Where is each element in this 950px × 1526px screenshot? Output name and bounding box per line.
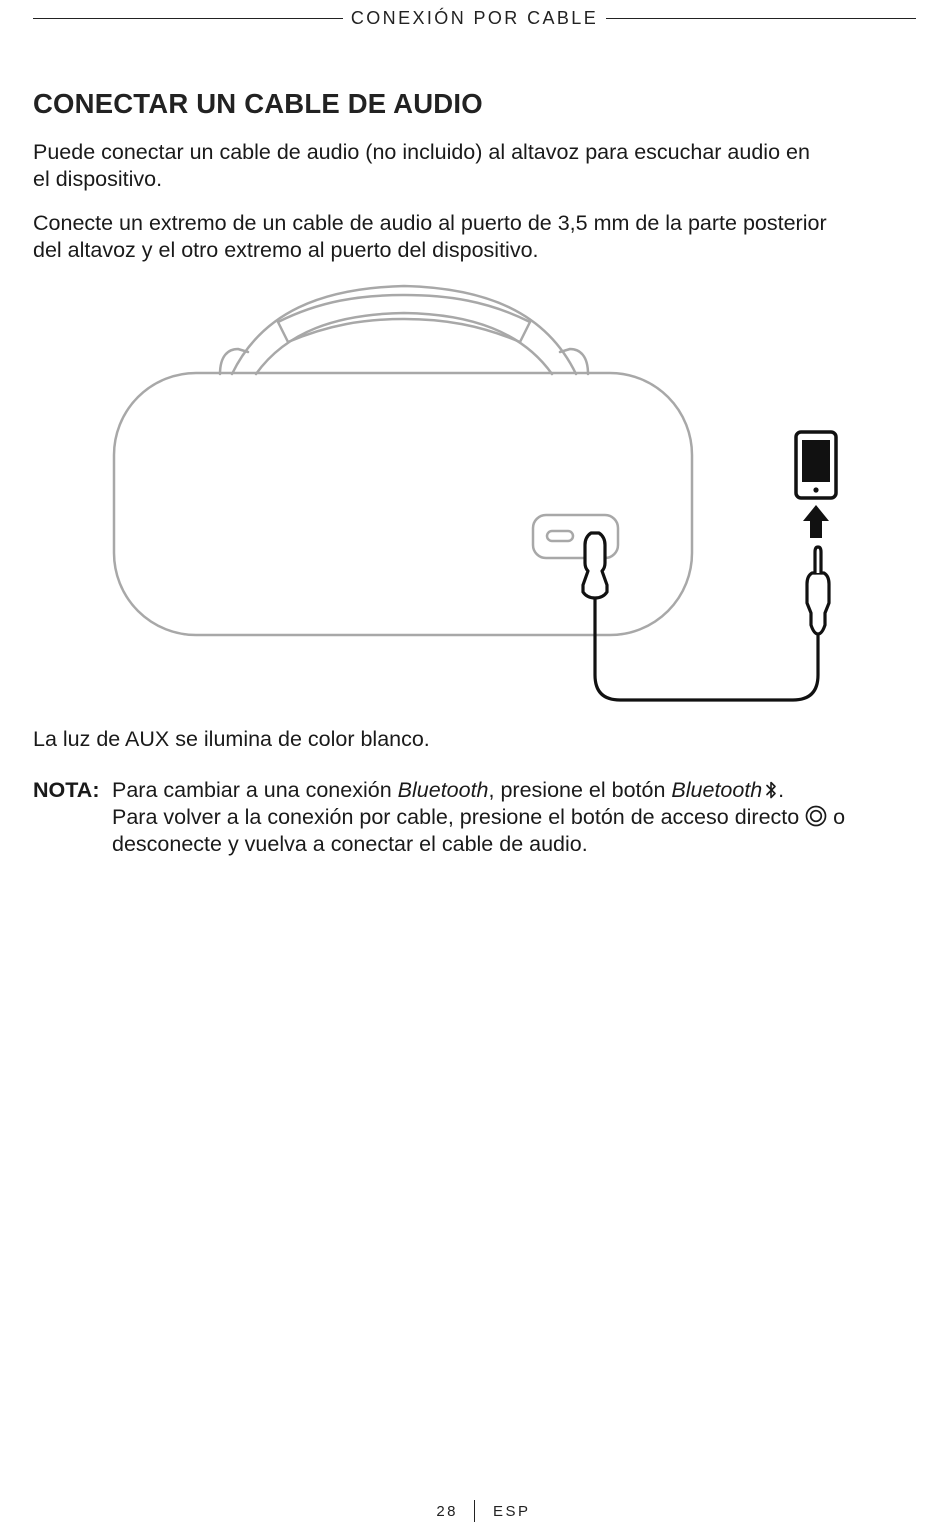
instruction-line-2: del altavoz y el otro extremo al puerto del dispositivo. xyxy=(33,238,539,262)
audio-plug-right xyxy=(807,573,829,634)
header-rule-right xyxy=(606,18,916,19)
note-label: NOTA: xyxy=(33,778,100,802)
audio-cable xyxy=(583,533,829,700)
note-line-1 xyxy=(112,777,922,804)
note-body xyxy=(112,777,922,858)
intro-line-1: Puede conectar un cable de audio (no incluido) al altavoz para escuchar audio en xyxy=(33,140,810,164)
intro-line-2: el dispositivo. xyxy=(33,167,163,191)
aux-light-note: La luz de AUX se ilumina de color blanco. xyxy=(33,727,430,751)
shortcut-button-icon xyxy=(805,805,827,827)
note-brand-term: Bluetooth xyxy=(671,778,763,802)
audio-plug-left xyxy=(583,533,607,598)
speaker-handle xyxy=(220,286,588,374)
header-rule-left xyxy=(33,18,343,19)
speaker-cable-illustration xyxy=(0,270,950,710)
note-line-3: desconecte y vuelva a conectar el cable de audio. xyxy=(112,832,588,856)
note-text: Para cambiar a una conexión xyxy=(112,778,398,802)
page-footer xyxy=(0,1500,950,1526)
note-text: , presione el botón xyxy=(488,778,672,802)
page-number: 28 xyxy=(436,1503,458,1520)
arrow-up-icon xyxy=(803,505,829,538)
note-text: Para volver a la conexión por cable, presione el botón de acceso directo xyxy=(112,805,806,829)
footer-divider xyxy=(474,1500,475,1522)
note-line-2 xyxy=(112,804,922,831)
language-code: ESP xyxy=(493,1503,531,1520)
page-header xyxy=(33,6,916,30)
bluetooth-icon xyxy=(764,780,778,800)
section-title: CONEXIÓN POR CABLE xyxy=(350,7,599,28)
mobile-device-icon xyxy=(796,432,836,498)
note-text: o xyxy=(827,805,846,829)
note-brand-term: Bluetooth xyxy=(397,778,489,802)
intro-paragraph xyxy=(33,139,913,193)
page-heading: CONECTAR UN CABLE DE AUDIO xyxy=(33,88,483,119)
note-text: . xyxy=(778,778,785,802)
instruction-paragraph xyxy=(33,210,913,264)
instruction-line-1: Conecte un extremo de un cable de audio al puerto de 3,5 mm de la parte posterior xyxy=(33,211,827,235)
